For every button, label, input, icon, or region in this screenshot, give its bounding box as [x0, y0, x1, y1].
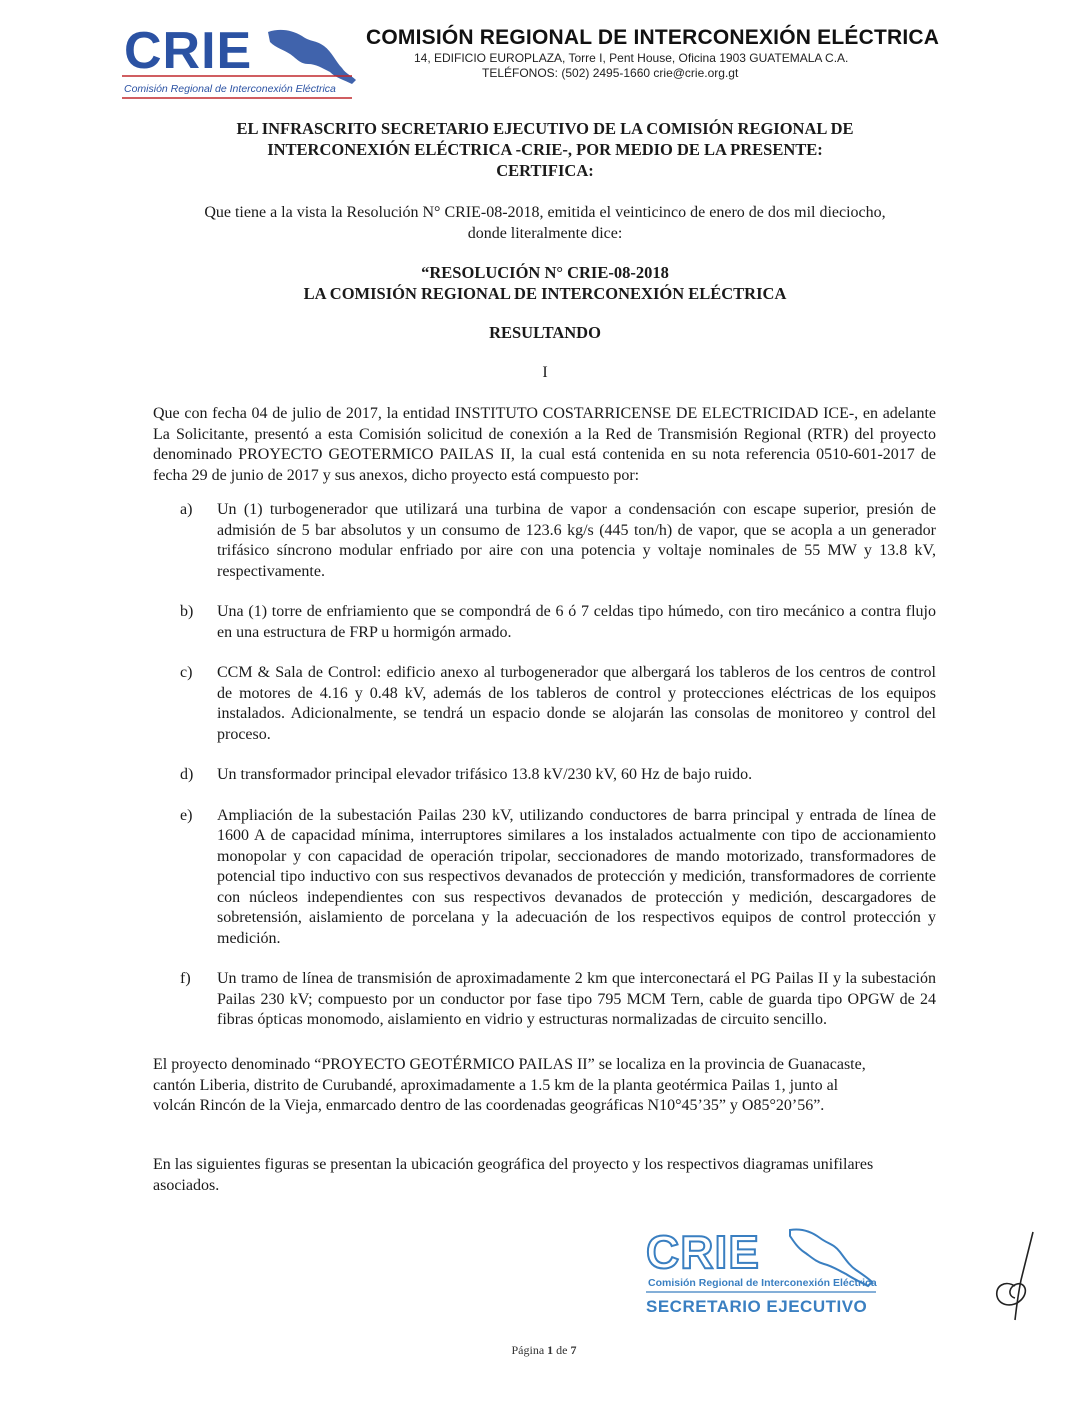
- logo-subtitle: Comisión Regional de Interconexión Eléctrica: [124, 83, 336, 95]
- crie-logo: [120, 18, 360, 102]
- resolution-line-2: LA COMISIÓN REGIONAL DE INTERCONEXIÓN ELÉCTRICA: [303, 284, 787, 303]
- certification-line-3: CERTIFICA:: [496, 161, 594, 180]
- paragraph-2: El proyecto denominado “PROYECTO GEOTÉRMICO PAILAS II” se localiza en la provincia de Guanacaste, cantón Liberia, distrito de Curubandé, aproximadamente a 1.5 km de la planta geotérmica Pailas 1, junto al volcán Rincón de la Vieja, enmarcado dentro de las coordenadas geográficas N10°45’35” y O85°20’56”.: [153, 1056, 866, 1114]
- list-marker: c): [180, 664, 193, 681]
- organization-name: COMISIÓN REGIONAL DE INTERCONEXIÓN ELÉCTRICA: [366, 26, 940, 49]
- resolution-line-1: “RESOLUCIÓN N° CRIE-08-2018: [421, 263, 669, 282]
- section-number: I: [542, 364, 548, 381]
- page-number-prefix: Página: [511, 1343, 545, 1357]
- page-number-separator: de: [556, 1343, 568, 1357]
- list-item-text: Una (1) torre de enfriamiento que se compondrá de 6 ó 7 celdas tipo húmedo, con tiro mecánico a contra flujo en una estructura de FRP u hormigón armado.: [217, 603, 936, 641]
- intro-line-2: donde literalmente dice:: [467, 225, 623, 242]
- section-heading: RESULTANDO: [489, 323, 601, 342]
- certification-line-2: INTERCONEXIÓN ELÉCTRICA -CRIE-, POR MEDIO DE LA PRESENTE:: [267, 140, 823, 159]
- certification-heading: [150, 118, 940, 181]
- organization-phone: TELÉFONOS: (502) 2495-1660 crie@crie.org.gt: [482, 66, 739, 80]
- handwritten-signature: [985, 1228, 1055, 1328]
- list-marker: d): [180, 766, 194, 783]
- list-marker: f): [180, 970, 191, 987]
- page-number-current: 1: [547, 1343, 554, 1357]
- seal-subtitle: Comisión Regional de Interconexión Eléctrica: [648, 1277, 877, 1289]
- seal-logo-text: CRIE: [646, 1226, 760, 1278]
- list-item-text: CCM & Sala de Control: edificio anexo al turbogenerador que albergará los tableros de los centros de control de motores de 4.16 y 0.48 kV, además de los tableros de control y protecciones eléctricas de los equipos instalados. Adicionalmente, se tendrá un espacio donde se alojarán las consolas de monitoreo y control del proceso.: [217, 664, 936, 743]
- paragraph-3: En las siguientes figuras se presentan la ubicación geográfica del proyecto y los respectivos diagramas unifilares asociados.: [153, 1156, 874, 1194]
- page-number-total: 7: [570, 1343, 577, 1357]
- list-item: [180, 663, 936, 745]
- organization-address: 14, EDIFICIO EUROPLAZA, Torre I, Pent House, Oficina 1903 GUATEMALA C.A.: [414, 51, 849, 65]
- list-marker: e): [180, 806, 193, 824]
- list-item-text: Un tramo de línea de transmisión de aproximadamente 2 km que interconectará el PG Pailas II y la subestación Pailas 230 kV; compuesto por un conductor por fase tipo 795 MCM Tern, cable de guarda tipo OPGW de 24 fibras ópticas monomodo, aislamiento en vidrio y estructuras normalizadas de circuito sencillo.: [217, 970, 936, 1028]
- project-components-list: [180, 500, 936, 1051]
- list-item-text: Un transformador principal elevador trifásico 13.8 kV/230 kV, 60 Hz de bajo ruido.: [217, 766, 753, 783]
- certification-line-1: EL INFRASCRITO SECRETARIO EJECUTIVO DE LA COMISIÓN REGIONAL DE: [236, 119, 854, 138]
- list-item: [180, 969, 936, 1031]
- secretary-seal: [640, 1222, 890, 1318]
- list-marker: b): [180, 603, 194, 620]
- list-item: [180, 806, 936, 950]
- list-item: [180, 602, 936, 643]
- list-marker: a): [180, 501, 193, 518]
- page-number: [0, 1343, 1088, 1358]
- list-item: [180, 765, 936, 786]
- list-item-text: Ampliación de la subestación Pailas 230 kV, utilizando conductores de barra principal y entrada de línea de 1600 A de capacidad mínima, interruptores similares a los instalados actualmente con tipo de accionamiento monopolar y con capacidad de operación tripolar, seccionadores de mando motorizado, transformadores de potencial tipo inductivo con sus respectivos devanados de protección y medición, transformadores de corriente con núcleos independientes con sus respectivos devanados de protección y medición, descargadores de sobretensión, aislamiento de porcelana y la adecuación de los respectivos equipos de control protección y medición.: [217, 806, 936, 947]
- intro-line-1: Que tiene a la vista la Resolución N° CRIE-08-2018, emitida el veinticinco de enero de dos mil dieciocho,: [204, 204, 886, 221]
- intro-paragraph: [150, 202, 940, 244]
- resolution-heading: [150, 262, 940, 304]
- logo-text: CRIE: [124, 22, 253, 80]
- list-item-text: Un (1) turbogenerador que utilizará una turbina de vapor a condensación con escape superior, presión de admisión de 5 bar absolutos y un consumo de 123.6 kg/s (445 ton/h) de vapor, que se acopla a un generador trifásico síncrono modular enfriado por aire con una potencia y voltaje nominales de 55 MW y 13.8 kV, respectivamente.: [217, 501, 936, 580]
- seal-role: SECRETARIO EJECUTIVO: [646, 1297, 868, 1316]
- paragraph-1: Que con fecha 04 de julio de 2017, la entidad INSTITUTO COSTARRICENSE DE ELECTRICIDAD ICE-, en adelante La Solicitante, presentó a esta Comisión solicitud de conexión a la Red de Transmisión Regional (RTR) del proyecto denominado PROYECTO GEOTERMICO PAILAS II, la cual está contenida en su nota referencia 0510-601-2017 de fecha 29 de junio de 2017 y sus anexos, dicho proyecto está compuesto por:: [153, 405, 936, 484]
- list-item: [180, 500, 936, 582]
